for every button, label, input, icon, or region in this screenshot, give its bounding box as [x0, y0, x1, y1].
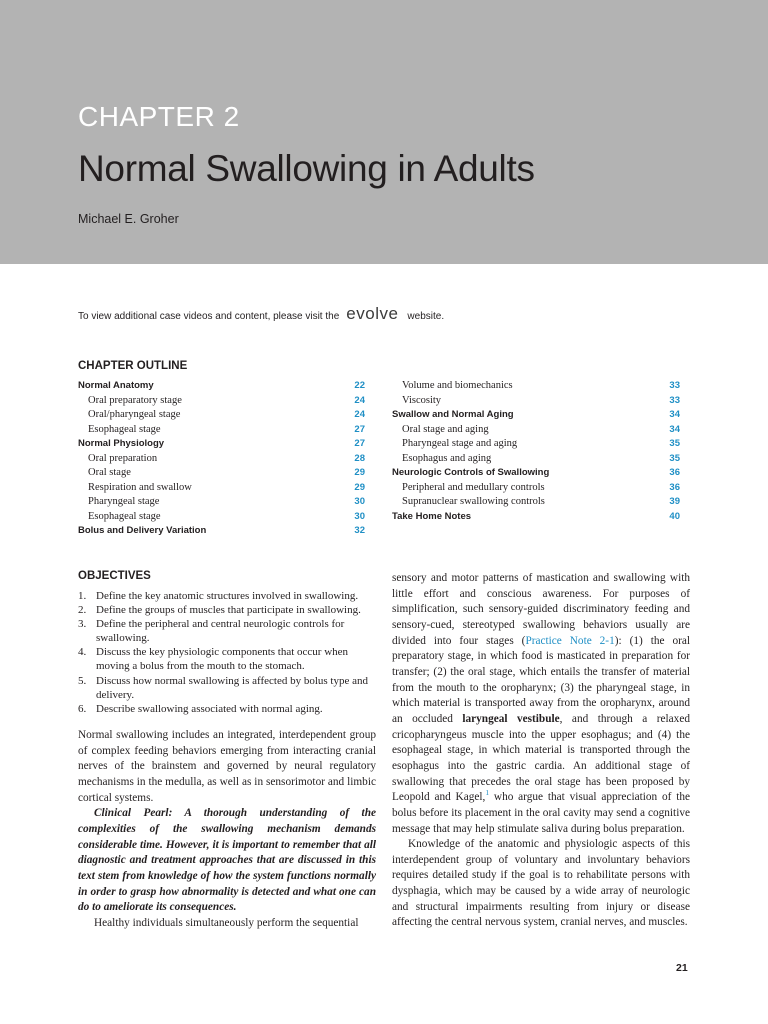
paragraph-stages-start	[78, 916, 376, 932]
objective-item	[78, 674, 375, 702]
toc-item[interactable]	[78, 495, 365, 510]
objective-number: 6.	[78, 702, 87, 715]
toc-item-label: Bolus and Delivery Variation	[78, 525, 207, 536]
outline-left-column	[78, 379, 365, 539]
objectives-list	[78, 589, 375, 716]
toc-item[interactable]	[392, 408, 680, 423]
toc-item-label: Esophageal stage	[88, 510, 161, 522]
toc-page-link[interactable]: 35	[669, 452, 680, 464]
toc-page-link[interactable]: 22	[354, 380, 365, 391]
toc-page-link[interactable]: 34	[669, 423, 680, 435]
objective-number: 4.	[78, 646, 87, 659]
paragraph-stages-text: Healthy individuals simultaneously perform the sequential	[94, 916, 359, 929]
objective-number: 3.	[78, 618, 87, 631]
objective-number: 2.	[78, 604, 87, 617]
toc-item[interactable]	[392, 437, 680, 452]
toc-item-label: Oral/pharyngeal stage	[88, 409, 181, 420]
toc-item[interactable]	[78, 394, 365, 409]
toc-item-label: Oral stage and aging	[402, 423, 489, 435]
author-name: Michael E. Groher	[78, 212, 179, 226]
evolve-logo[interactable]: evolve	[346, 304, 399, 323]
toc-item-label: Esophageal stage	[88, 423, 161, 435]
toc-item-label: Oral preparation	[88, 452, 158, 464]
toc-item-label: Supranuclear swallowing controls	[402, 496, 545, 507]
toc-item[interactable]	[392, 452, 680, 467]
toc-item-label: Oral stage	[88, 467, 131, 478]
toc-item[interactable]	[78, 423, 365, 438]
paragraph-stages-text-2: ): (1) the oral preparatory stage, in which food is masticated in preparation for transfer; (2) the oral stage, which entails the transfer of material from the mouth to the oropharynx; (3) the pharyngeal stage, in which material is transported away from the oropharynx, around an occluded	[392, 634, 691, 725]
objective-number: 5.	[78, 674, 87, 687]
toc-item-label: Take Home Notes	[392, 510, 472, 522]
toc-item[interactable]	[78, 379, 365, 394]
laryngeal-vestibule-term: laryngeal vestibule	[462, 712, 560, 725]
toc-page-link[interactable]: 30	[354, 496, 365, 507]
objective-text: Define the peripheral and central neurologic controls for swallowing.	[96, 618, 345, 645]
toc-item[interactable]	[392, 481, 680, 496]
chapter-header-banner	[0, 0, 768, 264]
paragraph-stages-text: sensory and motor patterns of mastication and swallowing with little effort and conscious awareness. For purposes of simplification, such sensory-guided discriminatory feeding and sensory-cued, stereotyped swallowing behaviors usually are divided into four stages (	[392, 572, 690, 647]
toc-item-label: Peripheral and medullary controls	[402, 481, 545, 493]
evolve-text-before: To view additional case videos and content, please visit the	[78, 311, 340, 322]
toc-item-label: Neurologic Controls of Swallowing	[392, 467, 550, 478]
evolve-notice	[78, 304, 678, 324]
outline-right-column	[392, 379, 680, 524]
objective-text: Discuss how normal swallowing is affected by bolus type and delivery.	[96, 674, 369, 701]
toc-page-link[interactable]: 35	[669, 438, 680, 449]
paragraph-stages-text-3: , and through a relaxed cricopharyngeus muscle into the upper esophagus; and (4) the esophageal stage, in which material is transported through the esophagus into the gastric cardia. An additional stage of swallowing that precedes the oral stage has been proposed by Leopold and Kagel,	[392, 712, 690, 804]
toc-page-link[interactable]: 33	[669, 380, 680, 391]
practice-note-link[interactable]: Practice Note 2-1	[525, 634, 615, 647]
toc-page-link[interactable]: 24	[354, 409, 365, 420]
toc-item[interactable]	[392, 510, 680, 525]
page-number: 21	[676, 962, 688, 974]
toc-item[interactable]	[78, 510, 365, 525]
toc-item-label: Oral preparatory stage	[88, 394, 182, 406]
toc-item[interactable]	[392, 423, 680, 438]
objective-item	[78, 702, 375, 716]
toc-page-link[interactable]: 33	[669, 394, 680, 406]
objective-text: Discuss the key physiologic components that occur when moving a bolus from the mouth to the stomach.	[96, 646, 349, 673]
toc-item-label: Esophagus and aging	[402, 452, 492, 464]
toc-item-label: Swallow and Normal Aging	[392, 409, 514, 420]
toc-page-link[interactable]: 29	[354, 467, 365, 478]
chapter-title: Normal Swallowing in Adults	[78, 148, 535, 189]
toc-page-link[interactable]: 34	[669, 409, 680, 420]
toc-item-label: Normal Anatomy	[78, 380, 154, 391]
toc-item[interactable]	[78, 524, 365, 539]
toc-page-link[interactable]: 32	[354, 525, 365, 536]
objective-item	[78, 603, 375, 617]
toc-page-link[interactable]: 28	[354, 452, 365, 464]
objective-text: Define the key anatomic structures involved in swallowing.	[96, 590, 359, 602]
toc-item[interactable]	[392, 379, 680, 394]
evolve-text-after: website.	[407, 311, 445, 322]
paragraph-intro: Normal swallowing includes an integrated, interdependent group of complex feeding behaviors emerging from interacting cranial nerves of the brainstem and governed by neural regulatory mechanisms in the medulla, as well as in sensorimotor and limbic cortical systems.	[78, 729, 376, 804]
toc-page-link[interactable]: 30	[354, 510, 365, 522]
outline-heading: CHAPTER OUTLINE	[78, 360, 188, 372]
toc-page-link[interactable]: 36	[669, 481, 680, 493]
objective-text: Describe swallowing associated with normal aging.	[96, 702, 323, 715]
toc-page-link[interactable]: 27	[354, 438, 365, 449]
toc-item-label: Viscosity	[402, 394, 442, 406]
objective-item	[78, 589, 375, 603]
toc-page-link[interactable]: 39	[669, 496, 680, 507]
toc-page-link[interactable]: 29	[354, 481, 365, 493]
objective-item	[78, 617, 375, 645]
toc-item-label: Volume and biomechanics	[402, 380, 513, 391]
toc-item-label: Pharyngeal stage and aging	[402, 438, 518, 449]
toc-item[interactable]	[78, 481, 365, 496]
toc-item-label: Pharyngeal stage	[88, 496, 160, 507]
clinical-pearl: Clinical Pearl: A thorough understanding of the complexities of the swallowing mechanism demands considerable time. However, it is important to remember that all diagnostic and treatment approaches that are discussed in this text stem from knowledge of how the system functions normally in order to grasp how abnormality is detected and what one can do to ameliorate its consequences.	[78, 807, 376, 914]
toc-page-link[interactable]: 24	[354, 394, 365, 406]
toc-item[interactable]	[392, 466, 680, 481]
toc-page-link[interactable]: 40	[669, 510, 680, 522]
toc-item[interactable]	[78, 466, 365, 481]
body-column-right	[392, 571, 690, 931]
toc-item[interactable]	[78, 408, 365, 423]
paragraph-continued	[392, 571, 690, 837]
objective-text: Define the groups of muscles that participate in swallowing.	[96, 604, 361, 617]
objectives-heading: OBJECTIVES	[78, 570, 151, 582]
toc-item-label: Normal Physiology	[78, 438, 165, 449]
paragraph-stages-text-4: who argue that visual appreciation of the bolus before its placement in the oral cavity may send a cognitive message that may help stimulate saliva during bolus preparation.	[392, 791, 690, 835]
body-column-left	[78, 728, 376, 932]
objective-number: 1.	[78, 590, 87, 602]
reference-link[interactable]: 1	[485, 788, 490, 798]
objective-item	[78, 645, 375, 673]
toc-item[interactable]	[78, 452, 365, 467]
toc-item[interactable]	[392, 495, 680, 510]
toc-item[interactable]	[392, 394, 680, 409]
toc-page-link[interactable]: 27	[354, 423, 365, 435]
paragraph-knowledge: Knowledge of the anatomic and physiologic aspects of this interdependent group of voluntary and involuntary behaviors requires detailed study if the goal is to rehabilitate persons with dysphagia, which may be caused by a wide array of neurologic and structural impairments resulting from injury or disease affecting the central nervous system, cranial nerves, and muscles.	[392, 838, 690, 929]
toc-item-label: Respiration and swallow	[88, 481, 192, 493]
toc-item[interactable]	[78, 437, 365, 452]
toc-page-link[interactable]: 36	[669, 467, 680, 478]
chapter-label: CHAPTER 2	[78, 101, 240, 132]
